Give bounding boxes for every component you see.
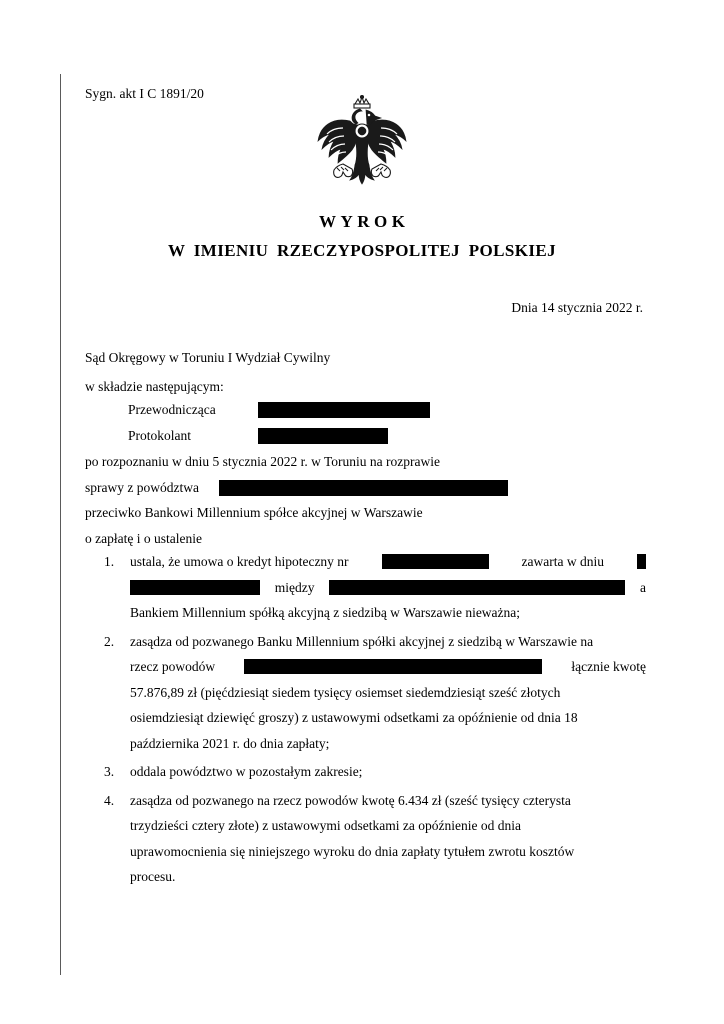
ruling-number: 1. xyxy=(104,554,115,569)
ruling-line xyxy=(130,629,646,655)
redaction-bar-clerk-name xyxy=(258,428,388,444)
redaction-bar-plaintiff xyxy=(219,480,508,496)
ruling-text: zawarta w dniu xyxy=(521,554,604,569)
ruling-text: a xyxy=(640,579,646,595)
ruling-text: października 2021 r. do dnia zapłaty; xyxy=(130,735,330,751)
ruling-number: 3. xyxy=(104,764,115,779)
ruling-text: zasądza od pozwanego na rzecz powodów kwotę 6.434 zł (sześć tysięcy czterysta xyxy=(130,792,571,808)
ruling-text: Bankiem Millennium spółką akcyjną z siedzibą w Warszawie nieważna; xyxy=(130,605,521,620)
ruling-number: 2. xyxy=(104,633,115,649)
role-row-presiding xyxy=(128,403,216,417)
ruling-line xyxy=(130,705,646,731)
ruling-line xyxy=(130,759,646,785)
ruling-text: między xyxy=(274,579,315,595)
case-number: Sygn. akt I C 1891/20 xyxy=(85,86,204,101)
redaction-bar xyxy=(382,554,489,569)
defendant-line: przeciwko Bankowi Millennium spółce akcyjnej w Warszawie xyxy=(85,505,423,520)
ruling-item xyxy=(104,629,646,757)
judgment-date: Dnia 14 stycznia 2022 r. xyxy=(511,300,643,315)
ruling-text: rzecz powodów xyxy=(130,659,216,674)
ruling-line xyxy=(130,839,646,865)
ruling-item xyxy=(104,549,646,626)
page-title: WYROK xyxy=(319,212,410,231)
ruling-line xyxy=(130,575,646,601)
hearing-details: po rozpoznaniu w dniu 5 stycznia 2022 r. w Toruniu na rozprawie xyxy=(85,454,440,469)
ruling-number: 4. xyxy=(104,792,115,808)
left-margin-rule xyxy=(60,74,61,975)
ruling-line xyxy=(130,788,646,814)
ruling-item xyxy=(104,759,646,785)
role-label-presiding: Przewodnicząca xyxy=(128,402,216,417)
ruling-line xyxy=(130,600,646,626)
role-row-clerk xyxy=(128,429,191,443)
page-subtitle: W IMIENIU RZECZYPOSPOLITEJ POLSKIEJ xyxy=(168,241,556,260)
ruling-line xyxy=(130,813,646,839)
polish-eagle-emblem xyxy=(297,88,427,200)
rulings-list xyxy=(104,549,646,893)
ruling-item xyxy=(104,788,646,890)
ruling-text: zasądza od pozwanego Banku Millennium spółki akcyjnej z siedzibą w Warszawie na xyxy=(130,633,594,649)
ruling-line xyxy=(130,680,646,706)
ruling-line xyxy=(130,549,646,575)
ruling-text: oddala powództwo w pozostałym zakresie; xyxy=(130,764,363,779)
redaction-bar-presiding-name xyxy=(258,402,430,418)
ruling-text: łącznie kwotę xyxy=(571,659,646,674)
plaintiff-label: sprawy z powództwa xyxy=(85,480,199,495)
ruling-line xyxy=(130,731,646,757)
redaction-bar xyxy=(130,580,260,595)
ruling-line xyxy=(130,864,646,890)
ruling-text: 57.876,89 zł (pięćdziesiąt siedem tysięcy osiemset siedemdziesiąt sześć złotych xyxy=(130,684,561,700)
subject-line: o zapłatę i o ustalenie xyxy=(85,531,202,546)
ruling-text: uprawomocnienia się niniejszego wyroku do dnia zapłaty tytułem zwrotu kosztów xyxy=(130,843,575,859)
role-label-clerk: Protokolant xyxy=(128,428,191,443)
composition-intro: w składzie następującym: xyxy=(85,379,224,394)
redaction-bar xyxy=(637,554,646,569)
ruling-text: osiemdziesiąt dziewięć groszy) z ustawowymi odsetkami za opóźnienie od dnia 18 xyxy=(130,710,578,725)
redaction-bar xyxy=(329,580,625,595)
court-name: Sąd Okręgowy w Toruniu I Wydział Cywilny xyxy=(85,350,331,365)
ruling-text: ustala, że umowa o kredyt hipoteczny nr xyxy=(130,554,349,569)
redaction-bar xyxy=(244,659,542,674)
ruling-text: trzydzieści cztery złote) z ustawowymi odsetkami za opóźnienie od dnia xyxy=(130,818,521,833)
ruling-text: procesu. xyxy=(130,869,176,884)
ruling-line xyxy=(130,654,646,680)
